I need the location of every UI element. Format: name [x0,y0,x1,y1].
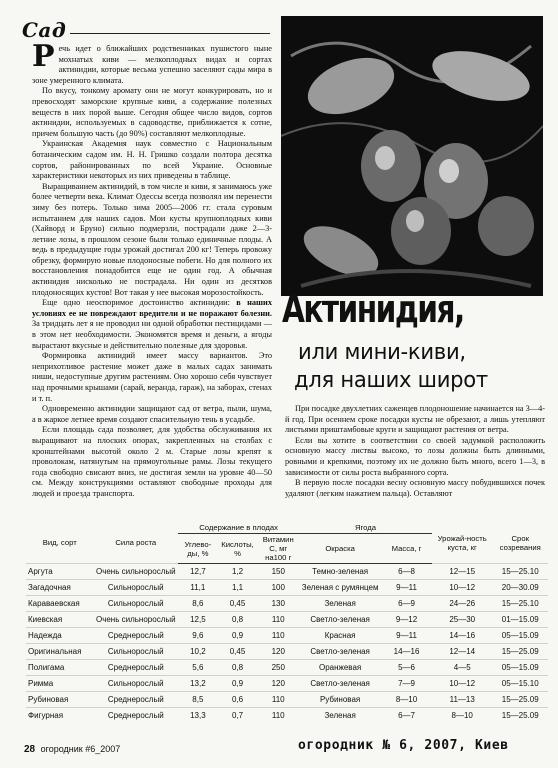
paragraph: Выращиванием актинидий, в том числе и киви, я занимаюсь уже более четверти века. Климат Одессы всегда позволял им перенести зиму без потерь. Только зима 2005—2006 гг. стала суровым испытанием для наших садов. Мои кусты крупноплодных киви (Хайворд и Бруно) сильно подмерзли, пострадали даже 2—3-летние лозы, в прошлом сезоне были только единичные плоды. А ведь в предыдущие годы урожай достигал 200 кг! Теперь провожу обрезку, формирую новые плодоносные побеги. Но для полного их восстановления понадобится еще не один год. А обычная актинидия нисколько не пострадала. Ни один из десятков плодоносящих кустов! Вот такая у нее высокая морозостойкость. [32,181,272,297]
cell-yield: 12—15 [432,564,493,580]
cell-yield: 11—13 [432,692,493,708]
col-carbs-header: Углево-ды, % [178,534,218,564]
fruit-image [281,16,543,296]
cell-color: Зеленая [299,708,381,724]
cell-carbs: 10,2 [178,644,218,660]
cell-ripening: 05—15.10 [492,676,548,692]
paragraph: Украинская Академия наук совместно с Национальным ботаническим садом им. Н. Н. Гришко создали полтора десятка сортов, районированных по всей Украине. Основные характеристики некоторых из них приведены в таблице. [32,139,272,181]
paragraph: Формировка актинидий имеет массу вариантов. Это неприхотливое растение может даже в малых садах занимать ниши, недоступные другим растениям. Оно хорошо себя чувствует над прочными крышами (сарай, веранда, гараж), на заборах, стенах и т. п. [32,351,272,403]
cell-variety: Надежда [26,628,93,644]
col-growth-header: Сила роста [115,538,157,547]
cell-variety: Караваевская [26,596,93,612]
varieties-table [26,522,548,723]
section-label: Сад [22,18,67,42]
cell-acids: 0,7 [218,708,258,724]
paragraph: При посадке двухлетних саженцев плодоношение начинается на 3—4-й год. При осеннем сроке посадки кусты не обрезают, а лишь утепляют листьями приштамбовые круги и защищают растения от ветра. [285,404,545,435]
cell-mass: 14—16 [381,644,432,660]
cell-color: Светло-зеленая [299,612,381,628]
table-row [26,644,548,660]
footer-magazine-title: огородник № 6, 2007, Киев [298,738,509,753]
footer-page-info [24,744,120,755]
cell-carbs: 9,6 [178,628,218,644]
cell-vitc: 110 [257,628,299,644]
table-row [26,692,548,708]
paragraph-intro [32,44,272,86]
cell-mass: 6—9 [381,596,432,612]
cell-color: Зеленая [299,596,381,612]
cell-acids: 0,8 [218,612,258,628]
table-row [26,660,548,676]
cell-carbs: 12,5 [178,612,218,628]
cell-variety: Киевская [26,612,93,628]
cell-yield: 10—12 [432,580,493,596]
cell-variety: Полигама [26,660,93,676]
cell-variety: Оригинальная [26,644,93,660]
cell-variety: Аргута [26,564,93,580]
col-vitc-header: Витамин С, мг на100 г [257,534,299,564]
cell-yield: 10—12 [432,676,493,692]
cell-mass: 5—6 [381,660,432,676]
cell-vitc: 250 [257,660,299,676]
article-subtitle-line1: или мини-киви, [298,340,466,365]
cell-acids: 0,45 [218,596,258,612]
cell-acids: 1,1 [218,580,258,596]
cell-yield: 25—30 [432,612,493,628]
table-row [26,612,548,628]
cell-growth: Среднерослый [93,660,178,676]
paragraph: В первую после посадки весну основную массу побудившихся почек удаляют (легким нажатием пальца). Оставляют [285,478,545,498]
col-color-header: Окраска [299,534,381,564]
cell-color: Оранжевая [299,660,381,676]
cell-growth: Среднерослый [93,708,178,724]
cell-acids: 0,8 [218,660,258,676]
cell-ripening: 20—30.09 [492,580,548,596]
cell-variety: Рубиновая [26,692,93,708]
cell-yield: 4—5 [432,660,493,676]
header-rule [70,33,270,34]
paragraph-text: За тридцать лет я не проводил ни одной обработки пестицидами — в этом нет необходимости. Экономятся время и деньги, а ягоды вырастают вкусные и действительно полезные для здоровья. [32,319,272,350]
cell-color: Зеленая с румянцем [299,580,381,596]
cell-yield: 14—16 [432,628,493,644]
cell-vitc: 100 [257,580,299,596]
cell-growth: Очень сильнорослый [93,564,178,580]
cell-carbs: 11,1 [178,580,218,596]
table-row [26,708,548,724]
cell-vitc: 150 [257,564,299,580]
col-mass-header: Масса, г [381,534,432,564]
cell-growth: Сильнорослый [93,676,178,692]
cell-mass: 6—7 [381,708,432,724]
paragraph [32,298,272,351]
cell-yield: 12—14 [432,644,493,660]
cell-ripening: 15—25.10 [492,596,548,612]
paragraph: Если площадь сада позволяет, для удобства обслуживания их выращивают на плоских опорах, закрепленных на столбах с кронштейнами высотой около 2 м. Старые лозы крепят к проволокам, натянутым на прямоугольные рамы. Лозы текущего года свободно свисают вниз, не достигая земли на уровне 40—50 см. Между конструкциями оставляют свободные проходы для людей и проезда транспорта. [32,425,272,498]
cell-acids: 0,6 [218,692,258,708]
group-berry-header: Ягода [299,522,432,534]
cell-mass: 9—11 [381,580,432,596]
cell-color: Светло-зеленая [299,644,381,660]
cell-vitc: 110 [257,692,299,708]
paragraph: Одновременно актинидии защищают сад от ветра, пыли, шума, а в жаркое летнее время создают спасительную тень в усадьбе. [32,404,272,424]
col-variety-header: Вид, сорт [42,538,77,547]
left-text-column [32,44,272,524]
cell-growth: Сильнорослый [93,644,178,660]
page-number: 28 [24,744,36,755]
cell-mass: 8—10 [381,692,432,708]
cell-yield: 24—26 [432,596,493,612]
dropcap: Р [32,44,55,74]
cell-ripening: 05—15.09 [492,628,548,644]
cell-ripening: 15—25.09 [492,692,548,708]
cell-vitc: 120 [257,644,299,660]
cell-ripening: 05—15.09 [492,660,548,676]
cell-growth: Среднерослый [93,628,178,644]
cell-vitc: 130 [257,596,299,612]
cell-yield: 8—10 [432,708,493,724]
cell-color: Темно-зеленая [299,564,381,580]
article-title: Актинидия, [282,287,464,331]
cell-variety: Загадочная [26,580,93,596]
cell-acids: 1,2 [218,564,258,580]
cell-growth: Среднерослый [93,692,178,708]
cell-variety: Фигурная [26,708,93,724]
cell-mass: 7—9 [381,676,432,692]
actinidia-photo [281,16,543,296]
table-row [26,580,548,596]
table-row [26,596,548,612]
cell-growth: Очень сильнорослый [93,612,178,628]
table-row [26,676,548,692]
cell-carbs: 12,7 [178,564,218,580]
table-row [26,564,548,580]
cell-color: Рубиновая [299,692,381,708]
group-contents-header: Содержание в плодах [178,522,299,534]
article-subtitle-line2: для наших широт [294,368,488,393]
paragraph-text: Еще одно неоспоримое достоинство актинидии: [42,298,237,308]
cell-acids: 0,9 [218,676,258,692]
cell-vitc: 110 [257,612,299,628]
cell-carbs: 8,6 [178,596,218,612]
col-ripening-header: Срок созревания [499,533,541,552]
cell-ripening: 15—25.09 [492,708,548,724]
cell-color: Светло-зеленая [299,676,381,692]
cell-carbs: 13,2 [178,676,218,692]
cell-ripening: 15—25.10 [492,564,548,580]
paragraph-text: ечь идет о ближайших родственниках пушистого ныне мохнатых киви — мелкоплодных видах и сортах актинидии, которые весьма успешно заселяют сады мира в зоне умеренного климата. [32,44,272,85]
table-row [26,628,548,644]
table-body [26,564,548,724]
cell-vitc: 120 [257,676,299,692]
right-text-column [285,404,545,522]
cell-acids: 0,9 [218,628,258,644]
footer-small-text: огородник #6_2007 [40,744,121,754]
cell-variety: Римма [26,676,93,692]
cell-mass: 6—8 [381,564,432,580]
paragraph: По вкусу, тонкому аромату они не могут конкурировать, но и превосходят заморские крупные киви, а содержание полезных веществ в них порой выше. Сегодня общее число видов, сортов актинидии, используемых в садоводстве, приближается к сотне, причем большую часть (до 90%) составляют мелкоплодные. [32,86,272,138]
cell-growth: Сильнорослый [93,580,178,596]
paragraph-bold-text: в наших условиях ее не повреждают вредители и не поражают болезни. [32,298,272,318]
cell-mass: 9—11 [381,628,432,644]
cell-ripening: 15—25.09 [492,644,548,660]
cell-acids: 0,45 [218,644,258,660]
col-yield-header: Урожай-ность куста, кг [437,533,487,552]
col-acids-header: Кислоты, % [218,534,258,564]
cell-carbs: 13,3 [178,708,218,724]
cell-carbs: 8,5 [178,692,218,708]
cell-growth: Сильнорослый [93,596,178,612]
cell-mass: 9—12 [381,612,432,628]
cell-color: Красная [299,628,381,644]
cell-vitc: 110 [257,708,299,724]
cell-carbs: 5,6 [178,660,218,676]
cell-ripening: 01—15.09 [492,612,548,628]
paragraph: Если вы хотите в соответствии со своей задумкой расположить основную массу листвы высоко, то лозы должны быть длинными, ровными и крепкими, поэтому их не должно быть много, всего 1—3, в зависимости от силы роста выбранного сорта. [285,435,545,477]
